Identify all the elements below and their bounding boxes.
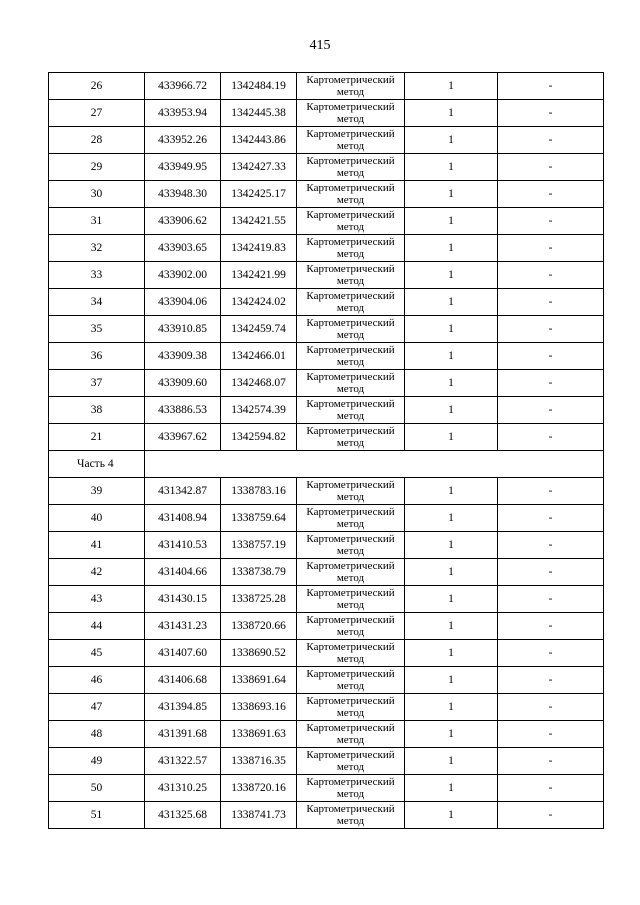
accuracy-cell: 1 bbox=[405, 235, 498, 262]
x-coordinate-cell: 431431.23 bbox=[145, 613, 221, 640]
x-coordinate-cell: 433903.65 bbox=[145, 235, 221, 262]
x-coordinate-cell: 431410.53 bbox=[145, 532, 221, 559]
method-line-1: Картометрический bbox=[306, 749, 395, 761]
x-coordinate-cell: 431322.57 bbox=[145, 748, 221, 775]
empty-cell bbox=[145, 451, 221, 478]
point-number-cell: 31 bbox=[49, 208, 145, 235]
description-cell: - bbox=[498, 343, 604, 370]
point-number-cell: 38 bbox=[49, 397, 145, 424]
method-line-2: метод bbox=[336, 734, 365, 746]
method-cell bbox=[297, 316, 405, 343]
point-number-cell: 49 bbox=[49, 748, 145, 775]
x-coordinate-cell: 431430.15 bbox=[145, 586, 221, 613]
description-cell: - bbox=[498, 802, 604, 829]
point-number-cell: 34 bbox=[49, 289, 145, 316]
point-number-cell: 40 bbox=[49, 505, 145, 532]
method-line-2: метод bbox=[336, 599, 365, 611]
x-coordinate-cell: 433909.60 bbox=[145, 370, 221, 397]
method-line-2: метод bbox=[336, 437, 365, 449]
y-coordinate-cell: 1342574.39 bbox=[221, 397, 297, 424]
x-coordinate-cell: 433910.85 bbox=[145, 316, 221, 343]
table-row bbox=[49, 397, 604, 424]
description-cell: - bbox=[498, 127, 604, 154]
x-coordinate-cell: 431407.60 bbox=[145, 640, 221, 667]
y-coordinate-cell: 1342427.33 bbox=[221, 154, 297, 181]
point-number-cell: 46 bbox=[49, 667, 145, 694]
y-coordinate-cell: 1338783.16 bbox=[221, 478, 297, 505]
method-line-2: метод bbox=[336, 518, 365, 530]
method-line-1: Картометрический bbox=[306, 182, 395, 194]
page-number: 415 bbox=[309, 38, 331, 53]
method-line-2: метод bbox=[336, 356, 365, 368]
method-line-1: Картометрический bbox=[306, 74, 395, 86]
table-row bbox=[49, 316, 604, 343]
method-line-2: метод bbox=[336, 329, 365, 341]
x-coordinate-cell: 431310.25 bbox=[145, 775, 221, 802]
accuracy-cell: 1 bbox=[405, 721, 498, 748]
table-body-part-3 bbox=[49, 73, 604, 451]
accuracy-cell: 1 bbox=[405, 478, 498, 505]
method-line-1: Картометрический bbox=[306, 371, 395, 383]
method-cell bbox=[297, 802, 405, 829]
x-coordinate-cell: 433886.53 bbox=[145, 397, 221, 424]
method-line-1: Картометрический bbox=[306, 695, 395, 707]
method-line-2: метод bbox=[336, 275, 365, 287]
description-cell: - bbox=[498, 775, 604, 802]
description-cell: - bbox=[498, 694, 604, 721]
method-line-1: Картометрический bbox=[306, 290, 395, 302]
point-number-cell: 27 bbox=[49, 100, 145, 127]
method-line-2: метод bbox=[336, 140, 365, 152]
table-row bbox=[49, 262, 604, 289]
method-cell bbox=[297, 343, 405, 370]
empty-cell bbox=[498, 451, 604, 478]
method-line-1: Картометрический bbox=[306, 533, 395, 545]
table-row bbox=[49, 100, 604, 127]
method-cell bbox=[297, 532, 405, 559]
y-coordinate-cell: 1338757.19 bbox=[221, 532, 297, 559]
x-coordinate-cell: 433904.06 bbox=[145, 289, 221, 316]
description-cell: - bbox=[498, 721, 604, 748]
point-number-cell: 42 bbox=[49, 559, 145, 586]
table-row bbox=[49, 181, 604, 208]
x-coordinate-cell: 431406.68 bbox=[145, 667, 221, 694]
method-cell bbox=[297, 478, 405, 505]
y-coordinate-cell: 1338725.28 bbox=[221, 586, 297, 613]
table-row bbox=[49, 559, 604, 586]
method-line-2: метод bbox=[336, 707, 365, 719]
x-coordinate-cell: 433906.62 bbox=[145, 208, 221, 235]
method-cell bbox=[297, 262, 405, 289]
accuracy-cell: 1 bbox=[405, 559, 498, 586]
description-cell: - bbox=[498, 613, 604, 640]
table-row bbox=[49, 73, 604, 100]
table-row bbox=[49, 748, 604, 775]
description-cell: - bbox=[498, 424, 604, 451]
x-coordinate-cell: 433966.72 bbox=[145, 73, 221, 100]
description-cell: - bbox=[498, 181, 604, 208]
method-cell bbox=[297, 505, 405, 532]
table-row bbox=[49, 235, 604, 262]
y-coordinate-cell: 1338720.16 bbox=[221, 775, 297, 802]
point-number-cell: 29 bbox=[49, 154, 145, 181]
description-cell: - bbox=[498, 559, 604, 586]
point-number-cell: 47 bbox=[49, 694, 145, 721]
method-line-1: Картометрический bbox=[306, 317, 395, 329]
point-number-cell: 30 bbox=[49, 181, 145, 208]
method-cell bbox=[297, 424, 405, 451]
accuracy-cell: 1 bbox=[405, 613, 498, 640]
y-coordinate-cell: 1342421.99 bbox=[221, 262, 297, 289]
y-coordinate-cell: 1338690.52 bbox=[221, 640, 297, 667]
method-line-2: метод bbox=[336, 680, 365, 692]
method-cell bbox=[297, 289, 405, 316]
x-coordinate-cell: 431404.66 bbox=[145, 559, 221, 586]
y-coordinate-cell: 1342484.19 bbox=[221, 73, 297, 100]
x-coordinate-cell: 431391.68 bbox=[145, 721, 221, 748]
accuracy-cell: 1 bbox=[405, 532, 498, 559]
accuracy-cell: 1 bbox=[405, 586, 498, 613]
y-coordinate-cell: 1342419.83 bbox=[221, 235, 297, 262]
y-coordinate-cell: 1342466.01 bbox=[221, 343, 297, 370]
description-cell: - bbox=[498, 73, 604, 100]
method-line-1: Картометрический bbox=[306, 479, 395, 491]
y-coordinate-cell: 1338720.66 bbox=[221, 613, 297, 640]
table-row bbox=[49, 532, 604, 559]
point-number-cell: 33 bbox=[49, 262, 145, 289]
y-coordinate-cell: 1338759.64 bbox=[221, 505, 297, 532]
point-number-cell: 36 bbox=[49, 343, 145, 370]
table-row bbox=[49, 343, 604, 370]
y-coordinate-cell: 1338738.79 bbox=[221, 559, 297, 586]
table-row bbox=[49, 289, 604, 316]
y-coordinate-cell: 1342421.55 bbox=[221, 208, 297, 235]
point-number-cell: 50 bbox=[49, 775, 145, 802]
table-row bbox=[49, 667, 604, 694]
empty-cell bbox=[221, 451, 297, 478]
point-number-cell: 51 bbox=[49, 802, 145, 829]
accuracy-cell: 1 bbox=[405, 100, 498, 127]
method-line-2: метод bbox=[336, 86, 365, 98]
accuracy-cell: 1 bbox=[405, 694, 498, 721]
table-row bbox=[49, 154, 604, 181]
accuracy-cell: 1 bbox=[405, 667, 498, 694]
method-cell bbox=[297, 127, 405, 154]
y-coordinate-cell: 1342594.82 bbox=[221, 424, 297, 451]
table-row bbox=[49, 505, 604, 532]
method-line-1: Картометрический bbox=[306, 506, 395, 518]
description-cell: - bbox=[498, 154, 604, 181]
method-line-2: метод bbox=[336, 167, 365, 179]
accuracy-cell: 1 bbox=[405, 775, 498, 802]
method-cell bbox=[297, 748, 405, 775]
description-cell: - bbox=[498, 667, 604, 694]
method-line-2: метод bbox=[336, 815, 365, 827]
method-cell bbox=[297, 775, 405, 802]
y-coordinate-cell: 1338693.16 bbox=[221, 694, 297, 721]
accuracy-cell: 1 bbox=[405, 154, 498, 181]
method-line-1: Картометрический bbox=[306, 803, 395, 815]
method-line-1: Картометрический bbox=[306, 344, 395, 356]
accuracy-cell: 1 bbox=[405, 316, 498, 343]
method-line-2: метод bbox=[336, 761, 365, 773]
method-line-1: Картометрический bbox=[306, 560, 395, 572]
method-line-2: метод bbox=[336, 194, 365, 206]
x-coordinate-cell: 433967.62 bbox=[145, 424, 221, 451]
x-coordinate-cell: 431394.85 bbox=[145, 694, 221, 721]
accuracy-cell: 1 bbox=[405, 505, 498, 532]
x-coordinate-cell: 433948.30 bbox=[145, 181, 221, 208]
method-line-1: Картометрический bbox=[306, 128, 395, 140]
description-cell: - bbox=[498, 586, 604, 613]
description-cell: - bbox=[498, 370, 604, 397]
method-line-2: метод bbox=[336, 545, 365, 557]
table-row bbox=[49, 802, 604, 829]
empty-cell bbox=[405, 451, 498, 478]
table-row bbox=[49, 613, 604, 640]
method-cell bbox=[297, 73, 405, 100]
method-line-1: Картометрический bbox=[306, 398, 395, 410]
accuracy-cell: 1 bbox=[405, 343, 498, 370]
method-line-1: Картометрический bbox=[306, 101, 395, 113]
y-coordinate-cell: 1338741.73 bbox=[221, 802, 297, 829]
y-coordinate-cell: 1342445.38 bbox=[221, 100, 297, 127]
method-line-2: метод bbox=[336, 248, 365, 260]
description-cell: - bbox=[498, 316, 604, 343]
method-line-2: метод bbox=[336, 410, 365, 422]
empty-cell bbox=[297, 451, 405, 478]
description-cell: - bbox=[498, 289, 604, 316]
method-line-2: метод bbox=[336, 113, 365, 125]
point-number-cell: 37 bbox=[49, 370, 145, 397]
y-coordinate-cell: 1338691.64 bbox=[221, 667, 297, 694]
x-coordinate-cell: 433909.38 bbox=[145, 343, 221, 370]
description-cell: - bbox=[498, 397, 604, 424]
x-coordinate-cell: 433902.00 bbox=[145, 262, 221, 289]
section-header bbox=[49, 451, 604, 478]
point-number-cell: 39 bbox=[49, 478, 145, 505]
table-row bbox=[49, 127, 604, 154]
x-coordinate-cell: 433953.94 bbox=[145, 100, 221, 127]
x-coordinate-cell: 433949.95 bbox=[145, 154, 221, 181]
x-coordinate-cell: 431408.94 bbox=[145, 505, 221, 532]
y-coordinate-cell: 1338691.63 bbox=[221, 721, 297, 748]
table-row bbox=[49, 208, 604, 235]
point-number-cell: 26 bbox=[49, 73, 145, 100]
method-cell bbox=[297, 586, 405, 613]
x-coordinate-cell: 431325.68 bbox=[145, 802, 221, 829]
y-coordinate-cell: 1342468.07 bbox=[221, 370, 297, 397]
accuracy-cell: 1 bbox=[405, 370, 498, 397]
method-line-1: Картометрический bbox=[306, 155, 395, 167]
method-cell bbox=[297, 640, 405, 667]
y-coordinate-cell: 1338716.35 bbox=[221, 748, 297, 775]
method-cell bbox=[297, 154, 405, 181]
y-coordinate-cell: 1342443.86 bbox=[221, 127, 297, 154]
description-cell: - bbox=[498, 100, 604, 127]
section-row bbox=[49, 451, 604, 478]
accuracy-cell: 1 bbox=[405, 397, 498, 424]
accuracy-cell: 1 bbox=[405, 748, 498, 775]
method-line-2: метод bbox=[336, 788, 365, 800]
table-row bbox=[49, 775, 604, 802]
method-cell bbox=[297, 667, 405, 694]
accuracy-cell: 1 bbox=[405, 289, 498, 316]
accuracy-cell: 1 bbox=[405, 424, 498, 451]
accuracy-cell: 1 bbox=[405, 802, 498, 829]
method-line-2: метод bbox=[336, 626, 365, 638]
table-row bbox=[49, 640, 604, 667]
table-row bbox=[49, 721, 604, 748]
method-cell bbox=[297, 181, 405, 208]
point-number-cell: 28 bbox=[49, 127, 145, 154]
accuracy-cell: 1 bbox=[405, 73, 498, 100]
method-line-2: метод bbox=[336, 221, 365, 233]
method-line-1: Картометрический bbox=[306, 209, 395, 221]
x-coordinate-cell: 433952.26 bbox=[145, 127, 221, 154]
y-coordinate-cell: 1342424.02 bbox=[221, 289, 297, 316]
method-line-1: Картометрический bbox=[306, 236, 395, 248]
description-cell: - bbox=[498, 235, 604, 262]
method-cell bbox=[297, 694, 405, 721]
y-coordinate-cell: 1342459.74 bbox=[221, 316, 297, 343]
description-cell: - bbox=[498, 208, 604, 235]
description-cell: - bbox=[498, 478, 604, 505]
point-number-cell: 35 bbox=[49, 316, 145, 343]
point-number-cell: 32 bbox=[49, 235, 145, 262]
point-number-cell: 44 bbox=[49, 613, 145, 640]
method-cell bbox=[297, 100, 405, 127]
method-line-2: метод bbox=[336, 572, 365, 584]
description-cell: - bbox=[498, 532, 604, 559]
method-line-1: Картометрический bbox=[306, 587, 395, 599]
accuracy-cell: 1 bbox=[405, 208, 498, 235]
method-cell bbox=[297, 721, 405, 748]
method-cell bbox=[297, 208, 405, 235]
accuracy-cell: 1 bbox=[405, 262, 498, 289]
accuracy-cell: 1 bbox=[405, 640, 498, 667]
accuracy-cell: 1 bbox=[405, 181, 498, 208]
table-row bbox=[49, 694, 604, 721]
method-cell bbox=[297, 559, 405, 586]
method-line-1: Картометрический bbox=[306, 425, 395, 437]
y-coordinate-cell: 1342425.17 bbox=[221, 181, 297, 208]
method-line-2: метод bbox=[336, 302, 365, 314]
description-cell: - bbox=[498, 505, 604, 532]
coordinates-table bbox=[48, 72, 604, 829]
method-line-1: Картометрический bbox=[306, 263, 395, 275]
method-line-2: метод bbox=[336, 653, 365, 665]
point-number-cell: 45 bbox=[49, 640, 145, 667]
method-line-1: Картометрический bbox=[306, 668, 395, 680]
description-cell: - bbox=[498, 748, 604, 775]
table-row bbox=[49, 370, 604, 397]
method-cell bbox=[297, 235, 405, 262]
method-line-1: Картометрический bbox=[306, 776, 395, 788]
point-number-cell: 41 bbox=[49, 532, 145, 559]
point-number-cell: 21 bbox=[49, 424, 145, 451]
method-line-1: Картометрический bbox=[306, 641, 395, 653]
point-number-cell: 48 bbox=[49, 721, 145, 748]
table-body-part-4 bbox=[49, 478, 604, 829]
description-cell: - bbox=[498, 640, 604, 667]
table-row bbox=[49, 424, 604, 451]
method-line-2: метод bbox=[336, 383, 365, 395]
method-cell bbox=[297, 613, 405, 640]
method-line-1: Картометрический bbox=[306, 614, 395, 626]
description-cell: - bbox=[498, 262, 604, 289]
method-line-1: Картометрический bbox=[306, 722, 395, 734]
method-line-2: метод bbox=[336, 491, 365, 503]
table-row bbox=[49, 586, 604, 613]
method-cell bbox=[297, 397, 405, 424]
table-row bbox=[49, 478, 604, 505]
method-cell bbox=[297, 370, 405, 397]
point-number-cell: 43 bbox=[49, 586, 145, 613]
x-coordinate-cell: 431342.87 bbox=[145, 478, 221, 505]
accuracy-cell: 1 bbox=[405, 127, 498, 154]
section-label: Часть 4 bbox=[49, 451, 145, 478]
